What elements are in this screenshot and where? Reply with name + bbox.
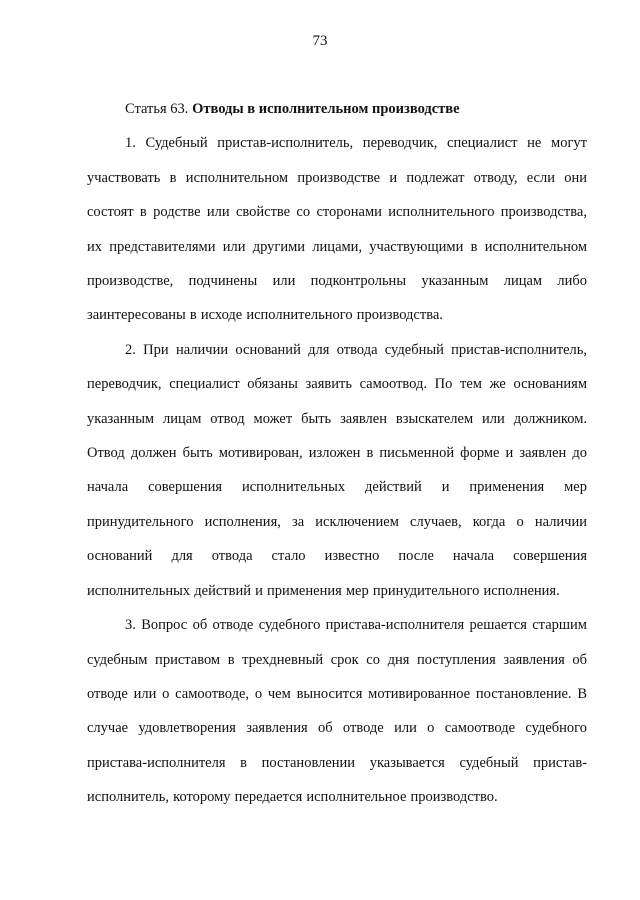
page-number: 73 [312, 33, 328, 49]
article-heading [87, 92, 587, 126]
article-paragraph-2: 2. При наличии оснований для отвода судебный пристав-исполнитель, переводчик, специалист обязаны заявить самоотвод. По тем же основаниям указанным лицам отвод может быть заявлен взыскателем или должником. Отвод должен быть мотивирован, изложен в письменной форме и заявлен до начала совершения исполнительных действий и применения мер принудительного исполнения, за исключением случаев, когда о наличии оснований для отвода стало известно после начала совершения исполнительных действий и применения мер принудительного исполнения. [87, 341, 587, 599]
article-paragraph-1: 1. Судебный пристав-исполнитель, переводчик, специалист не могут участвовать в исполнительном производстве и подлежат отводу, если они состоят в родстве или свойстве со сторонами исполнительного производства, их представителями или другими лицами, участвующими в исполнительном производстве, подчинены или подконтрольны указанным лицам либо заинтересованы в исходе исполнительного производства. [87, 135, 587, 324]
article-title: Отводы в исполнительном производстве [192, 101, 460, 117]
article-prefix: Статья 63. [125, 101, 189, 117]
article-content [87, 92, 587, 815]
article-paragraph-3: 3. Вопрос об отводе судебного пристава-исполнителя решается старшим судебным приставом в трехдневный срок со дня поступления заявления об отводе или о самоотводе, о чем выносится мотивированное постановление. В случае удовлетворения заявления об отводе или о самоотводе судебного пристава-исполнителя в постановлении указывается судебный пристав-исполнитель, которому передается исполнительное производство. [87, 617, 587, 806]
